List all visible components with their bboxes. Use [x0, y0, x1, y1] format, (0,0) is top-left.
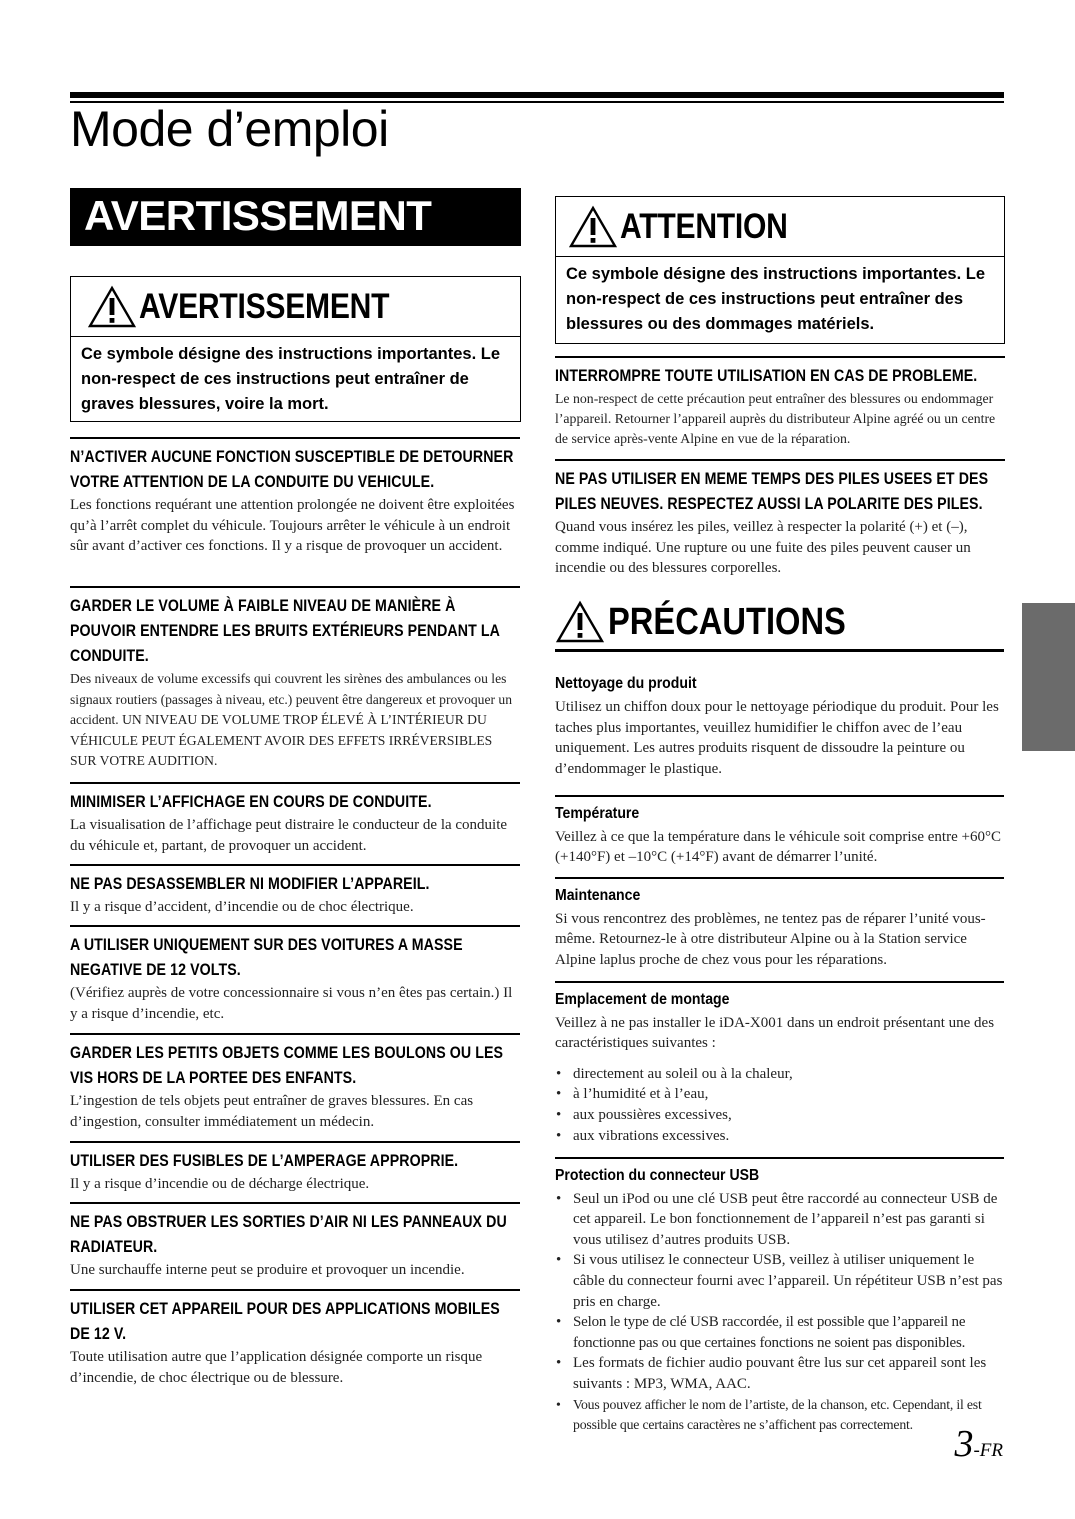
section-heading: UTILISER CET APPAREIL POUR DES APPLICATIONS MOBILES DE 12 V.: [70, 1300, 500, 1343]
warning-triangle-icon: [555, 600, 605, 644]
warning-box-title: AVERTISSEMENT: [139, 286, 390, 326]
warning-triangle-icon: [568, 205, 618, 249]
warning-triangle-icon: [87, 285, 137, 329]
subsection-heading: Protection du connecteur USB: [555, 1166, 760, 1184]
section-heading: N’ACTIVER AUCUNE FONCTION SUSCEPTIBLE DE DETOURNER VOTRE ATTENTION DE LA CONDUITE DU VEHICULE.: [70, 448, 514, 491]
warning-section-5: [70, 925, 520, 1024]
warning-section-2: [70, 586, 520, 772]
subsection-text: Utilisez un chiffon doux pour le nettoyage périodique du produit. Pour les taches plus importantes, veuillez humidifier le chiffon avec de l’eau uniquement. Les autres produits risquent de dissoudre la peinture ou d’endommager le plastique.: [555, 699, 999, 777]
precaution-maintenance: [555, 877, 1004, 970]
subsection-text: Veillez à ce que la température dans le véhicule soit comprise entre +60°C (+140°F) et –10°C (+14°F) avant de démarrer l’unité.: [555, 828, 1001, 866]
list-item: • Seul un iPod ou une clé USB peut être raccordé au connecteur USB de cet appareil. Le bon fonctionnement de l’appareil n’est pas garanti si vous utilisez d’autres produits USB.: [555, 1189, 1004, 1251]
list-item: • à l’humidité et à l’eau,: [555, 1084, 1004, 1105]
page-title: Mode d’emploi: [70, 101, 389, 157]
list-item: • Si vous utilisez le connecteur USB, veillez à utiliser uniquement le câble du connecteur fourni avec l’appareil. Un répétiteur USB n’est pas pris en charge.: [555, 1250, 1004, 1312]
warning-section-9: [70, 1289, 520, 1388]
caution-section-2: [555, 459, 1005, 579]
section-text: L’ingestion de tels objets peut entraîner de graves blessures. En cas d’ingestion, consulter immédiatement un médecin.: [70, 1093, 474, 1130]
precaution-usb: [555, 1157, 1004, 1436]
section-text: Des niveaux de volume excessifs qui couvrent les sirènes des ambulances ou les signaux routiers (passages à niveau, etc.) peuvent être dangereux et provoquer un accident. UN NIVEAU DE VOLUME TROP ÉLEVÉ À L’INTÉRIEUR DU VÉHICULE PEUT ÉGALEMENT AVOIR DES EFFETS IRRÉVERSIBLES SUR VOTRE AUDITION.: [70, 671, 513, 769]
precaution-temperature: [555, 795, 1004, 868]
section-rule: [70, 1033, 520, 1035]
usb-list: [555, 1189, 1004, 1436]
subsection-heading: Maintenance: [555, 886, 641, 904]
section-text: Il y a risque d’accident, d’incendie ou de choc électrique.: [70, 899, 414, 915]
section-heading: GARDER LE VOLUME À FAIBLE NIVEAU DE MANIÈRE À POUVOIR ENTENDRE LES BRUITS EXTÉRIEURS PENDANT LA CONDUITE.: [70, 597, 500, 665]
section-rule: [555, 981, 1004, 983]
section-text: Le non-respect de cette précaution peut entraîner des blessures ou endommager l’appareil. Retourner l’appareil auprès du distributeur Alpine agréé ou un centre de service après-vente Alpine en vue de la réparation.: [555, 391, 996, 446]
section-text: Il y a risque d’incendie ou de décharge électrique.: [70, 1176, 370, 1192]
section-rule: [70, 1289, 520, 1291]
list-item: • aux poussières excessives,: [555, 1105, 1004, 1126]
section-rule: [555, 356, 1005, 358]
page-number: [954, 1422, 1003, 1466]
precaution-mounting: [555, 981, 1004, 1146]
warning-box-header: [71, 277, 520, 337]
section-heading: MINIMISER L’AFFICHAGE EN COURS DE CONDUITE.: [70, 793, 432, 811]
attention-box: [555, 196, 1005, 344]
subsection-heading: Nettoyage du produit: [555, 675, 697, 692]
precautions-title: PRÉCAUTIONS: [608, 600, 846, 643]
section-text: Les fonctions requérant une attention prolongée ne doivent être exploitées qu’à l’arrêt complet du véhicule. Toujours arrêter le véhicule à un endroit sûr avant d’activer ces fonctions. Il y a risque de provoquer un accident.: [70, 497, 515, 555]
list-item: • aux vibrations excessives.: [555, 1126, 1004, 1147]
section-text: (Vérifiez auprès de votre concessionnaire si vous n’en êtes pas certain.) Il y a risque d’incendie, etc.: [70, 985, 513, 1022]
mounting-list: [555, 1064, 1004, 1146]
section-rule: [70, 586, 520, 588]
section-text: Toute utilisation autre que l’application désignée comporte un risque d’incendie, de choc électrique ou de blessure.: [70, 1349, 483, 1386]
warning-section-6: [70, 1033, 520, 1132]
section-rule: [555, 877, 1004, 879]
list-item: • Les formats de fichier audio pouvant être lus sur cet appareil sont les suivants : MP3, WMA, AAC.: [555, 1353, 1004, 1394]
attention-box-text: Ce symbole désigne des instructions importantes. Le non-respect de ces instructions peut entraîner des blessures ou des dommages matériels.: [566, 265, 986, 333]
warning-section-1: [70, 437, 520, 557]
section-rule: [555, 795, 1004, 797]
section-rule: [555, 459, 1005, 461]
section-rule: [555, 1157, 1004, 1159]
section-heading: GARDER LES PETITS OBJETS COMME LES BOULONS OU LES VIS HORS DE LA PORTEE DES ENFANTS.: [70, 1044, 504, 1087]
warning-section-7: [70, 1141, 520, 1195]
caution-section-1: [555, 356, 1005, 449]
warning-section-4: [70, 864, 520, 918]
warning-box: [70, 276, 521, 422]
subsection-text: Veillez à ne pas installer le iDA-X001 dans un endroit présentant une des caractéristiques suivantes :: [555, 1014, 995, 1052]
section-rule: [70, 782, 520, 784]
title-rule-thick: [70, 92, 1004, 98]
page-number-suffix: -FR: [973, 1440, 1003, 1461]
page-number-value: 3: [954, 1423, 974, 1465]
section-heading: UTILISER DES FUSIBLES DE L’AMPERAGE APPROPRIE.: [70, 1152, 459, 1170]
section-heading: A UTILISER UNIQUEMENT SUR DES VOITURES A MASSE NEGATIVE DE 12 VOLTS.: [70, 936, 463, 979]
attention-box-header: [556, 197, 1004, 257]
list-item: • Vous pouvez afficher le nom de l’artiste, de la chanson, etc. Cependant, il est possible que certains caractères ne s’affichent pas correctement.: [555, 1395, 1004, 1436]
section-rule: [70, 1202, 520, 1204]
list-item: • Selon le type de clé USB raccordée, il est possible que l’appareil ne fonctionne pas ou que certaines fonctions ne soient pas disponibles.: [555, 1312, 1004, 1353]
warning-banner: AVERTISSEMENT: [70, 188, 521, 246]
section-rule: [70, 1141, 520, 1143]
subsection-text: Si vous rencontrez des problèmes, ne tentez pas de réparer l’unité vous-même. Retournez-le à otre distributeur Alpine ou à la Station service Alpine laplus proche de chez vous pour les réparations.: [555, 910, 986, 968]
list-item: • directement au soleil ou à la chaleur,: [555, 1064, 1004, 1085]
precautions-rule: [555, 649, 1004, 652]
precaution-cleaning: [555, 673, 1004, 779]
section-heading: NE PAS OBSTRUER LES SORTIES D’AIR NI LES PANNEAUX DU RADIATEUR.: [70, 1213, 507, 1256]
section-tab: [1022, 603, 1075, 751]
warning-box-text: Ce symbole désigne des instructions importantes. Le non-respect de ces instructions peut entraîner de graves blessures, voire la mort.: [81, 345, 501, 413]
section-text: Quand vous insérez les piles, veillez à respecter la polarité (+) et (–), comme indiqué. Une rupture ou une fuite des piles peuvent causer un incendie ou des blessures corporelles.: [555, 519, 971, 577]
section-rule: [70, 437, 520, 439]
section-heading: NE PAS UTILISER EN MEME TEMPS DES PILES USEES ET DES PILES NEUVES. RESPECTEZ AUSSI LA POLARITE DES PILES.: [555, 470, 989, 513]
section-heading: INTERROMPRE TOUTE UTILISATION EN CAS DE PROBLEME.: [555, 367, 978, 385]
attention-box-title: ATTENTION: [620, 206, 788, 246]
section-text: Une surchauffe interne peut se produire et provoquer un incendie.: [70, 1262, 465, 1278]
section-rule: [70, 864, 520, 866]
warning-section-8: [70, 1202, 520, 1281]
subsection-heading: Température: [555, 804, 640, 822]
subsection-heading: Emplacement de montage: [555, 990, 730, 1008]
section-text: La visualisation de l’affichage peut distraire le conducteur de la conduite du véhicule et, partant, de provoquer un accident.: [70, 817, 508, 854]
section-heading: NE PAS DESASSEMBLER NI MODIFIER L’APPAREIL.: [70, 875, 430, 893]
warning-section-3: [70, 782, 520, 856]
section-rule: [70, 925, 520, 927]
precautions-heading: [555, 600, 885, 644]
